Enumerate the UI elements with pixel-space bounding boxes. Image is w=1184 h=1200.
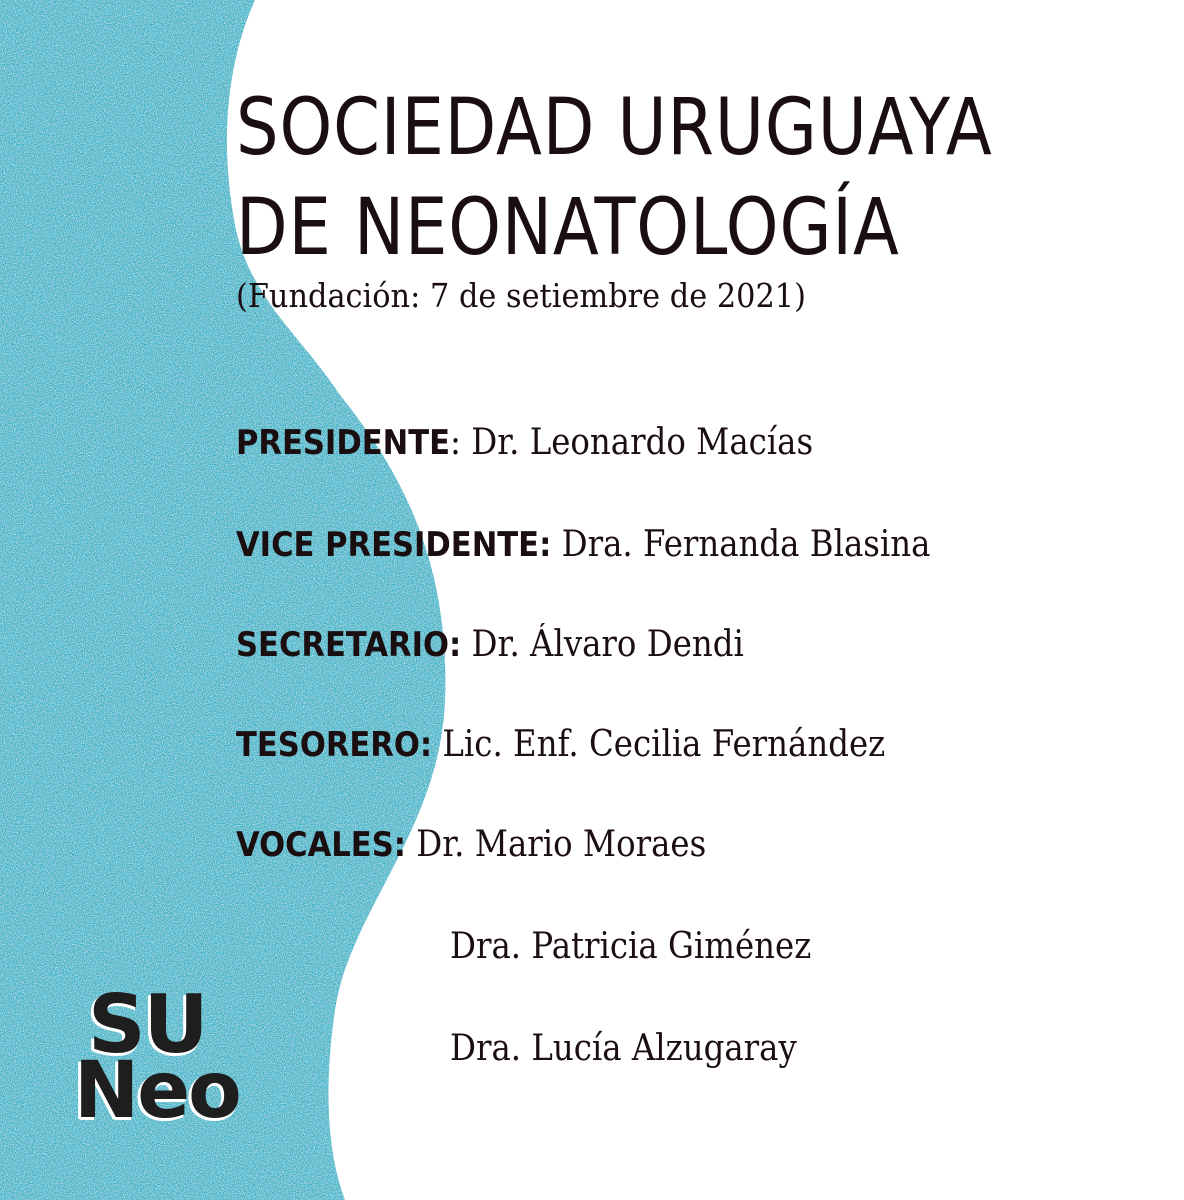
board-row-vocales xyxy=(236,820,706,870)
role-label: PRESIDENTE xyxy=(236,423,451,463)
role-label: VICE PRESIDENTE: xyxy=(236,525,552,565)
board-row-vice-president xyxy=(236,520,930,570)
foundation-date: (Fundación: 7 de setiembre de 2021) xyxy=(236,276,806,315)
role-label: VOCALES: xyxy=(236,825,406,865)
member-name: Dra. Patricia Giménez xyxy=(450,926,812,967)
role-label: SECRETARIO: xyxy=(236,625,462,665)
role-label: TESORERO: xyxy=(236,725,433,765)
board-row-secretary xyxy=(236,620,744,670)
logo-neo-text: Neo xyxy=(74,1046,240,1136)
member-name: Dr. Leonardo Macías xyxy=(471,422,814,463)
board-row-treasurer xyxy=(236,720,885,770)
member-name: Dra. Lucía Alzugaray xyxy=(450,1028,797,1069)
role-separator: : xyxy=(450,422,472,463)
board-row-vocal-2 xyxy=(450,922,811,972)
title-line-1: SOCIEDAD URUGUAYA xyxy=(236,83,993,173)
member-name: Dr. Álvaro Dendi xyxy=(461,624,744,665)
suneo-logo xyxy=(60,978,290,1145)
board-row-vocal-3 xyxy=(450,1024,797,1074)
board-row-president xyxy=(236,418,813,468)
member-name: Lic. Enf. Cecilia Fernández xyxy=(432,724,886,765)
member-name: Dr. Mario Moraes xyxy=(416,824,707,865)
member-name: Dra. Fernanda Blasina xyxy=(551,524,931,565)
title-line-2: DE NEONATOLOGÍA xyxy=(236,183,900,273)
header xyxy=(236,78,1116,316)
logo-su-text: SU xyxy=(88,978,207,1071)
